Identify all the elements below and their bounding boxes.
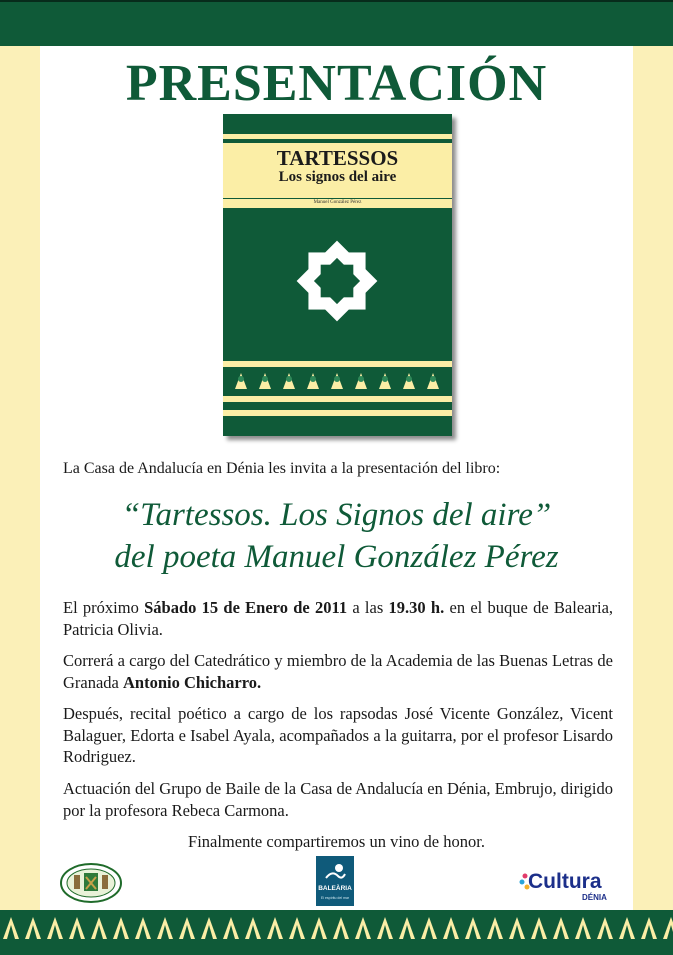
eight-point-star-icon [286, 230, 388, 332]
paragraph-presenter: Correrá a cargo del Catedrático y miembro de la Academia de las Buenas Letras de Granada Antonio Chicharro. [63, 651, 613, 692]
paragraph-date: El próximo Sábado 15 de Enero de 2011 a las 19.30 h. en el buque de Balearia, Patricia Olivia. [63, 598, 614, 639]
book-cover [223, 114, 452, 436]
bottom-green-border [0, 910, 673, 955]
paragraph-recital: Después, recital poético a cargo de los rapsodas José Vicente González, Vicent Balaguer, Edorta e Isabel Ayala, acompañados a la guitarra, por el profesor Lisardo Rodriguez. [63, 704, 613, 766]
presenter-name: Antonio Chicharro. [123, 672, 262, 692]
event-date: Sábado 15 de Enero de 2011 [144, 598, 348, 617]
book-quote-line1: “Tartessos. Los Signos del aire” [121, 497, 552, 533]
top-green-bar [0, 0, 673, 46]
cultura-denia-logo: Cultura DÉNIA [518, 866, 618, 906]
cover-bar-bottom [223, 410, 452, 416]
lotus-pattern-icon [231, 369, 444, 391]
page-title: PRESENTACIÓN [125, 55, 548, 112]
book-author: Manuel González Pérez [313, 200, 362, 205]
closing-line: Finalmente compartiremos un vino de honor. [188, 832, 485, 851]
lotus-border-pattern-icon [0, 913, 673, 941]
cover-bar-mid [223, 396, 452, 402]
balearia-wave-icon [324, 862, 346, 882]
event-time: 19.30 h. [388, 598, 445, 617]
poster-content [40, 46, 633, 910]
paragraph-dance: Actuación del Grupo de Baile de la Casa de Andalucía en Dénia, Embrujo, dirigido por la profesora Rebeca Carmona. [63, 779, 613, 820]
balearia-logo: BALEÀRIA El espíritu del mar [316, 856, 354, 906]
book-subtitle: Los signos del aire [278, 169, 397, 185]
cover-bar-top [223, 361, 452, 367]
casa-andalucia-logo-icon [60, 863, 122, 903]
right-cream-border [633, 46, 673, 910]
book-title: TARTESSOS [276, 146, 399, 170]
invite-text: La Casa de Andalucía en Dénia les invita a la presentación del libro: [63, 460, 501, 477]
left-cream-border [0, 46, 40, 910]
cover-thin-stripe [223, 134, 452, 139]
book-quote-line2: del poeta Manuel González Pérez [114, 539, 559, 575]
